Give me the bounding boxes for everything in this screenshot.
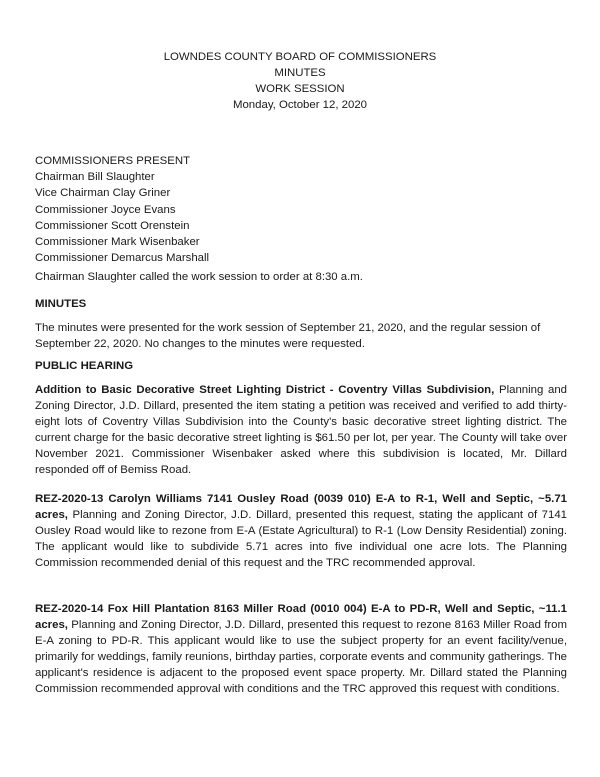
minutes-paragraph: The minutes were presented for the work session of September 21, 2020, and the regular session of September 22, 2020. No changes to the minutes were requested.: [35, 322, 541, 350]
org-name: LOWNDES COUNTY BOARD OF COMMISSIONERS: [163, 51, 437, 63]
doc-type: MINUTES: [274, 67, 326, 79]
item-title: Addition to Basic Decorative Street Lighting District - Coventry Villas Subdivision,: [35, 384, 495, 396]
item-text: Planning and Zoning Director, J.D. Dillard, presented this request to rezone 8163 Miller Road from E-A zoning to PD-R. This applicant would like to use the subject property for an event facility/venue, primarily for weddings, family reunions, birthday parties, corporate events and community gatherings. The applicant's residence is adjacent to the proposed event space property. Mr. Dillard stated the Planning Commission recommended approval with conditions and the TRC approved this request with conditions.: [35, 619, 567, 695]
document-header: [0, 49, 600, 113]
member: Vice Chairman Clay Griner: [35, 187, 171, 200]
member: Commissioner Demarcus Marshall: [35, 252, 210, 265]
call-to-order: Chairman Slaughter called the work session to order at 8:30 a.m.: [35, 271, 363, 283]
hearing-item-street-lighting: [35, 382, 567, 478]
commissioners-present: [35, 153, 567, 266]
member: Commissioner Joyce Evans: [35, 203, 176, 216]
item-text: Planning and Zoning Director, J.D. Dillard, presented this request, stating the applicant of 7141 Ousley Road would like to rezone from E-A (Estate Agricultural) to R-1 (Low Density Residential) zoning. The applicant would like to subdivide 5.71 acres into five individual one acre lots. The Planning Commission recommended denial of this request and the TRC recommended approval.: [35, 509, 567, 569]
session-type: WORK SESSION: [255, 83, 345, 95]
public-hearing-heading: PUBLIC HEARING: [35, 360, 134, 372]
hearing-item-rez-2020-13: [35, 491, 567, 571]
item-title: REZ-2020-14 Fox Hill Plantation 8163 Miller Road (0010 004) E-A to PD-R, Well and Septic, ~11.1 acres,: [35, 603, 567, 631]
meeting-date: Monday, October 12, 2020: [232, 99, 368, 111]
present-title: COMMISSIONERS PRESENT: [35, 155, 191, 167]
item-text: Planning and Zoning Director, J.D. Dillard, presented the item stating a petition was received and verified to add thirty-eight lots of Coventry Villas Subdivision into the County's basic decorative street lighting district. The current charge for the basic decorative street lighting is $61.50 per lot, per year. The County will take over November 2021. Commissioner Wisenbaker asked where this subdivision is located, Mr. Dillard responded off of Bemiss Road.: [35, 384, 568, 476]
member: Chairman Bill Slaughter: [35, 171, 155, 184]
member: Commissioner Scott Orenstein: [35, 219, 190, 232]
member: Commissioner Mark Wisenbaker: [35, 236, 200, 249]
minutes-heading: MINUTES: [35, 298, 87, 310]
hearing-item-rez-2020-14: [35, 601, 567, 697]
item-title: REZ-2020-13 Carolyn Williams 7141 Ousley Road (0039 010) E-A to R-1, Well and Septic, ~5.71 acres,: [35, 493, 567, 521]
